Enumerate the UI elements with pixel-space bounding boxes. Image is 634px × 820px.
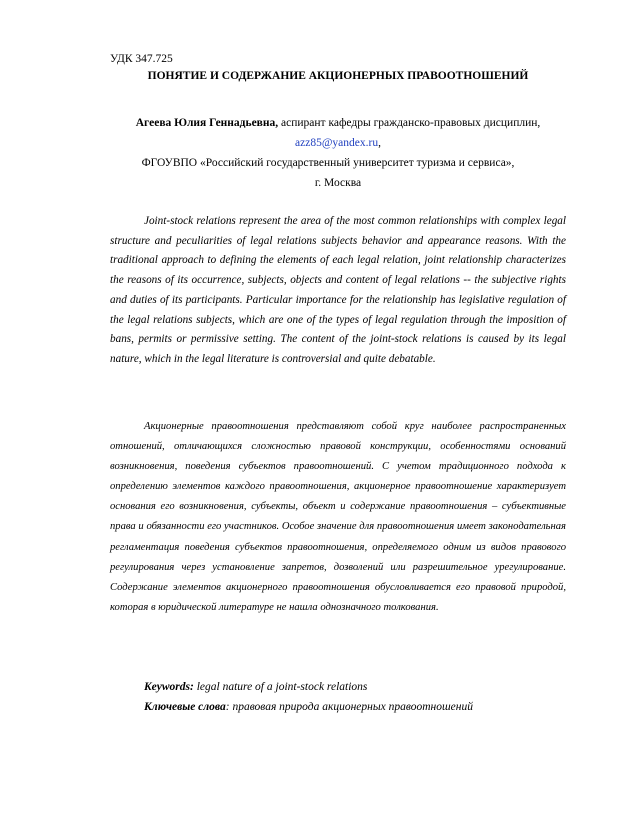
author-position: аспирант кафедры гражданско-правовых дисциплин, [278, 117, 541, 129]
author-line [110, 117, 566, 129]
udk-code: УДК 347.725 [110, 53, 173, 65]
keywords-en-text: legal nature of a joint-stock relations [193, 681, 368, 693]
keywords-english [144, 681, 367, 693]
author-email-link[interactable]: azz85@yandex.ru [295, 137, 379, 149]
article-title: ПОНЯТИЕ И СОДЕРЖАНИЕ АКЦИОНЕРНЫХ ПРАВООТНОШЕНИЙ [147, 70, 529, 82]
keywords-russian [144, 701, 473, 713]
author-name: Агеева Юлия Геннадьевна, [135, 117, 279, 129]
email-line [110, 137, 566, 149]
abstract-english: Joint-stock relations represent the area of the most common relationships with complex legal structure and peculiarities of legal relations subjects behavior and appearance reasons. With the traditional approach to defining the elements of each legal relation, joint relationship characterizes the reasons of its occurrence, subjects, objects and content of legal relations -- the subjective rights and duties of its participants. Particular importance for the relationship has legislative regulation of the legal relations subjects, which are one of the types of legal regulation through the imposition of bans, permits or permissive setting. The content of the joint-stock relations is caused by its legal nature, which in the legal literature is controversial and quite debatable. [110, 215, 566, 365]
abstract-russian: Акционерные правоотношения представляют собой круг наиболее распространенных отношений, отличающихся сложностью правовой конструкции, особенностями оснований возникновения, поведения субъектов правоотношений. С учетом традиционного подхода к определению элементов каждого правоотношения, акционерное правоотношение характеризует основания его возникновения, субъекты, объект и содержание правоотношения – субъективные права и обязанности его участников. Особое значение для правоотношения имеет законодательная регламентация поведения субъектов правоотношения, определяемого одним из видов правового регулирования через установление запретов, дозволений или разрешительное урегулирование. Содержание элементов акционерного правоотношения обусловливается его правовой природой, которая в юридической литературе не нашла однозначного толкования. [110, 421, 566, 613]
author-organization: ФГОУВПО «Российский государственный университет туризма и сервиса», [141, 157, 515, 169]
keywords-en-label: Keywords: [144, 681, 194, 693]
email-suffix: , [378, 137, 381, 149]
keywords-ru-label: Ключевые слова [144, 701, 226, 713]
author-city: г. Москва [314, 177, 362, 189]
keywords-ru-text: : правовая природа акционерных правоотношений [225, 701, 473, 713]
